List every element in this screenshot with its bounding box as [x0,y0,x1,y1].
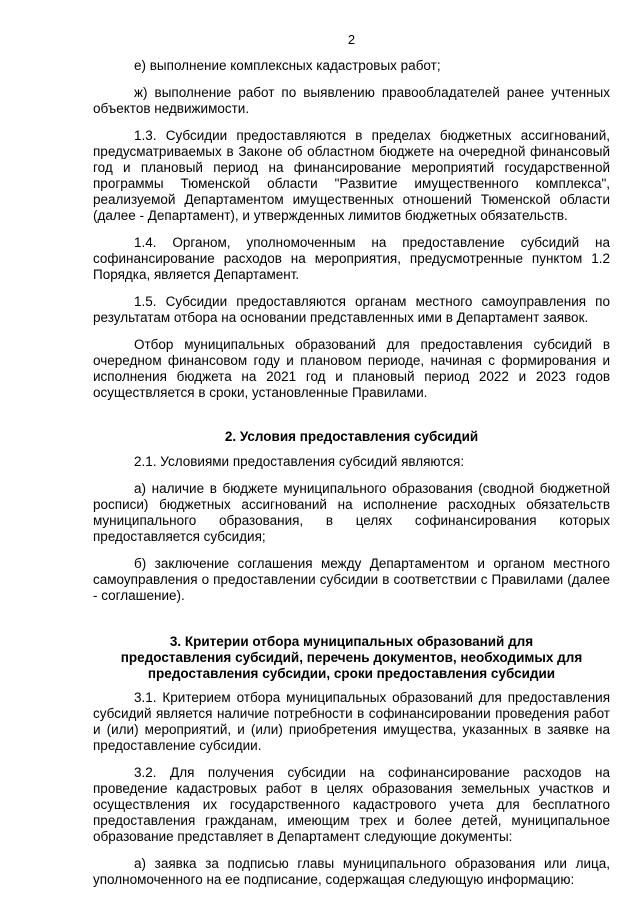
page-number: 2 [347,32,356,47]
paragraph-3-1: 3.1. Критерием отбора муниципальных образований для предоставления субсидий является наличие потребности в софинансировании проведения работ и (или) мероприятий, и (или) приобретения имущества, указанных в заявке на предоставление субсидии. [93,690,610,753]
paragraph-1-3: 1.3. Субсидии предоставляются в пределах бюджетных ассигнований, предусматриваемых в Законе об областном бюджете на очередной финансовый год и плановый период на финансирование мероприятий государственной программы Тюменской области "Развитие имущественного комплекса", реализуемой Департаментом имущественных отношений Тюменской области (далее - Департамент), и утвержденных лимитов бюджетных обязательств. [93,128,610,223]
paragraph-2-1-a: а) наличие в бюджете муниципального образования (сводной бюджетной росписи) бюджетных ассигнований на исполнение расходных обязательств муниципального образования, в целях софинансирования которых предоставляется субсидия; [93,481,610,544]
paragraph-3-2: 3.2. Для получения субсидии на софинансирование расходов на проведение кадастровых работ в целях образования земельных участков и осуществления их государственного кадастрового учета для бесплатного предоставления гражданам, имеющим трех и более детей, муниципальное образование представляет в Департамент следующие документы: [93,765,610,844]
paragraph-item-zh: ж) выполнение работ по выявлению правообладателей ранее учтенных объектов недвижимости. [93,85,610,116]
paragraph-1-5: 1.5. Субсидии предоставляются органам местного самоуправления по результатам отбора на основании представленных ими в Департамент заявок. [93,294,610,325]
section-3-heading-line: предоставления субсидии, сроки предоставления субсидии [147,666,556,681]
paragraph-3-2-a: а) заявка за подписью главы муниципального образования или лица, уполномоченного на ее подписание, содержащая следующую информацию: [93,856,610,887]
section-3-heading [93,634,610,682]
paragraph-2-1: 2.1. Условиями предоставления субсидий являются: [134,454,465,469]
paragraph-selection: Отбор муниципальных образований для предоставления субсидий в очередном финансовом году и плановом периоде, начиная с формирования и исполнения бюджета на 2021 год и плановый период 2022 и 2023 годов осуществляется в сроки, установленные Правилами. [93,337,610,400]
paragraph-item-e: е) выполнение комплексных кадастровых работ; [134,58,441,73]
section-2-heading: 2. Условия предоставления субсидий [224,429,479,444]
section-3-heading-line: предоставления субсидий, перечень документов, необходимых для [120,650,583,665]
section-3-heading-line: 3. Критерии отбора муниципальных образований для [169,634,534,649]
paragraph-2-1-b: б) заключение соглашения между Департаментом и органом местного самоуправления о предоставлении субсидии в соответствии с Правилами (далее - соглашение). [93,556,610,603]
paragraph-1-4: 1.4. Органом, уполномоченным на предоставление субсидий на софинансирование расходов на мероприятия, предусмотренные пунктом 1.2 Порядка, является Департамент. [93,235,610,282]
